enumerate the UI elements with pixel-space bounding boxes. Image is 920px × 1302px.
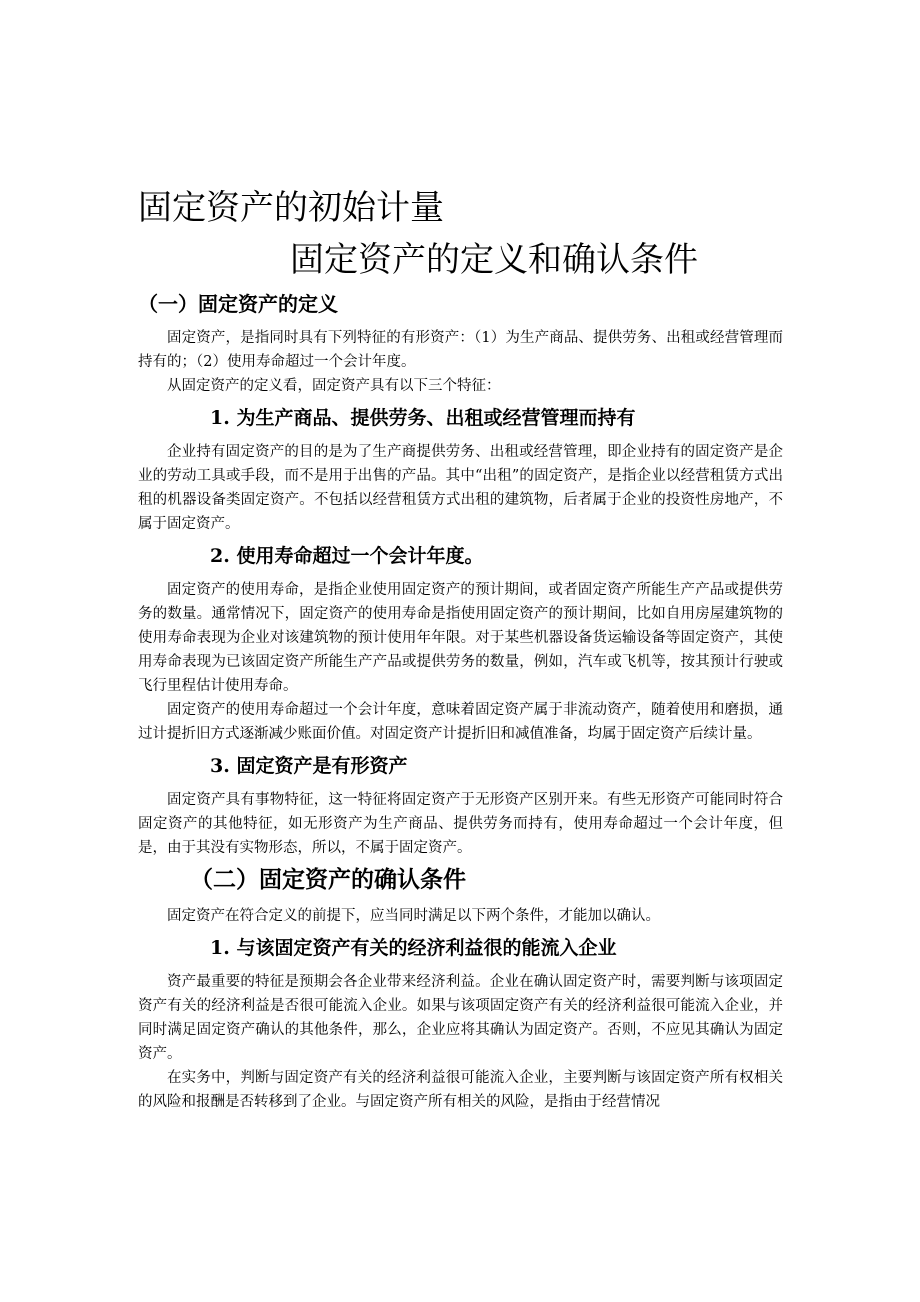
section-heading-definition: （一）固定资产的定义 xyxy=(138,292,338,316)
page-title: 固定资产的初始计量 xyxy=(138,188,444,228)
paragraph: 固定资产的使用寿命，是指企业使用固定资产的预计期间，或者固定资产所能生产产品或提供劳务的数量。通常情况下，固定资产的使用寿命是指使用固定资产的预计期间，比如自用房屋建筑物的使用寿命表现为企业对该建筑物的预计使用年年限。对于某些机器设备货运输设备等固定资产，其使用寿命表现为已该固定资产所能生产产品或提供劳务的数量，例如，汽车或飞机等，按其预计行驶或飞行里程估计使用寿命。 xyxy=(138,582,783,694)
paragraph: 企业持有固定资产的目的是为了生产商提供劳务、出租或经营管理，即企业持有的固定资产是企业的劳动工具或手段，而不是用于出售的产品。其中“出租”的固定资产，是指企业以经营租赁方式出租的机器设备类固定资产。不包括以经营租赁方式出租的建筑物，后者属于企业的投资性房地产，不属于固定资产。 xyxy=(138,444,783,532)
paragraph: 固定资产在符合定义的前提下，应当同时满足以下两个条件，才能加以确认。 xyxy=(167,908,660,924)
paragraph: 从固定资产的定义看，固定资产具有以下三个特征： xyxy=(167,378,501,394)
paragraph: 固定资产，是指同时具有下列特征的有形资产：（1）为生产商品、提供劳务、出租或经营管理而持有的；（2）使用寿命超过一个会计年度。 xyxy=(138,330,783,370)
paragraph: 固定资产的使用寿命超过一个会计年度，意味着固定资产属于非流动资产，随着使用和磨损，通过计提折旧方式逐渐减少账面价值。对固定资产计提折旧和减值准备，均属于固定资产后续计量。 xyxy=(138,702,783,742)
section-heading-recognition: （二）固定资产的确认条件 xyxy=(190,866,466,893)
paragraph: 资产最重要的特征是预期会各企业带来经济利益。企业在确认固定资产时，需要判断与该项固定资产有关的经济利益是否很可能流入企业。如果与该项固定资产有关的经济利益很可能流入企业，并同时满足固定资产确认的其他条件，那么，企业应将其确认为固定资产。否则，不应见其确认为固定资产。 xyxy=(138,974,783,1062)
page-subtitle: 固定资产的定义和确认条件 xyxy=(290,240,698,280)
document-body xyxy=(138,290,783,1114)
paragraph: 在实务中，判断与固定资产有关的经济利益很可能流入企业，主要判断与该固定资产所有权相关的风险和报酬是否转移到了企业。与固定资产所有相关的风险，是指由于经营情况 xyxy=(138,1070,783,1110)
paragraph: 固定资产具有事物特征，这一特征将固定资产于无形资产区别开来。有些无形资产可能同时符合固定资产的其他特征，如无形资产为生产商品、提供劳务而持有，使用寿命超过一个会计年度，但是，由于其没有实物形态，所以，不属于固定资产。 xyxy=(138,792,783,856)
point-heading-useful-life: 2. 使用寿命超过一个会计年度。 xyxy=(210,545,484,567)
point-heading-tangible: 3. 固定资产是有形资产 xyxy=(210,755,408,777)
point-heading-purpose: 1. 为生产商品、提供劳务、出租或经营管理而持有 xyxy=(210,407,636,429)
point-heading-economic-benefit: 1. 与该固定资产有关的经济利益很的能流入企业 xyxy=(210,937,617,959)
